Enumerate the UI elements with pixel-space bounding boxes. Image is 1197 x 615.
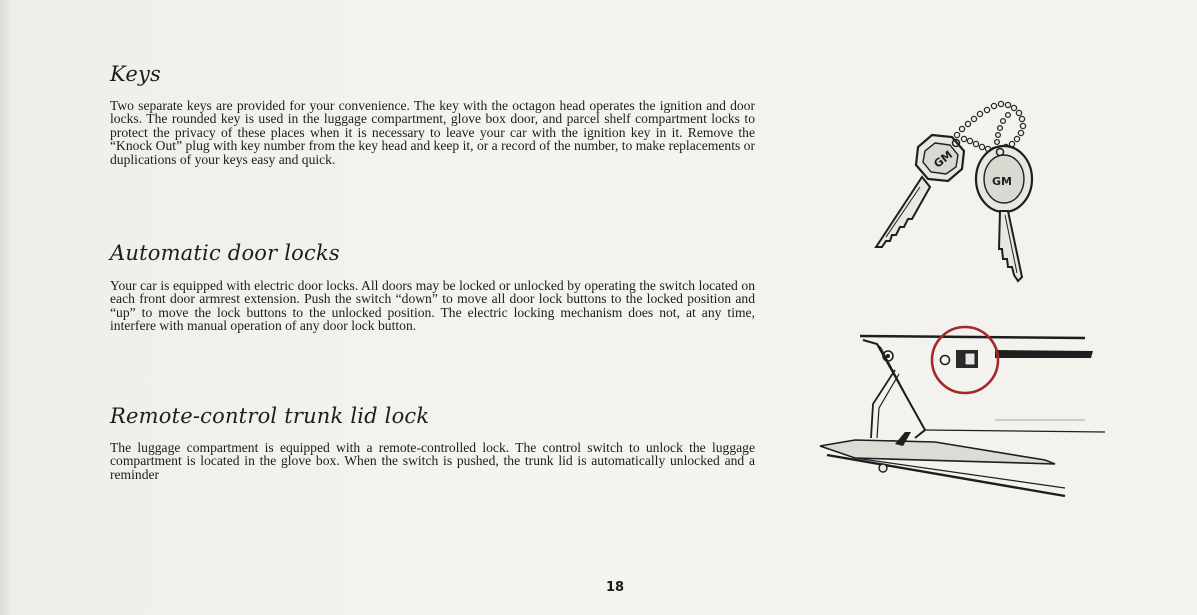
key-logo-gm: GM [931,148,956,171]
octagon-ignition-key [876,135,964,247]
bead-chain [954,101,1025,152]
gm-keys-illustration [860,95,1050,295]
door-latch-knob [879,464,887,472]
keys-heading: Keys [110,62,161,86]
release-switch-screw [941,356,950,365]
glove-box-lid-edge [995,350,1093,358]
key-logo-gm-2: GM [992,175,1012,188]
remote-trunk-heading: Remote-control trunk lid lock [110,404,430,428]
page-edge-shadow [0,0,12,615]
round-luggage-key [976,146,1032,281]
glove-box-illustration [815,320,1115,510]
automatic-door-locks-paragraph: Your car is equipped with electric door locks. All doors may be locked or unlocked by operating the switch located on each front door armrest extension. Push the switch “down” to move all door lock buttons to the locked position and “up” to move the lock buttons to the unlocked position. The electric locking mechanism does not, at any time, interfere with manual operation of any door lock button. [110,278,755,334]
automatic-door-locks-heading: Automatic door locks [110,241,340,265]
keys-paragraph: Two separate keys are provided for your convenience. The key with the octagon head operates the ignition and door locks. The rounded key is used in the luggage compartment, glove box door, and parcel shelf compartment locks to protect the privacy of these places when it is necessary to leave your car with the ignition key in it. Remove the “Knock Out” plug with key number from the key head and keep it, or a record of the number, to make replacements or duplications of your keys easy and quick. [110,98,755,167]
page-number: 18 [605,580,625,595]
remote-trunk-paragraph: The luggage compartment is equipped with a remote-controlled lock. The control switch to unlock the luggage compartment is located in the glove box. When the switch is pushed, the trunk lid is automatically unlocked and a reminder [110,440,755,482]
